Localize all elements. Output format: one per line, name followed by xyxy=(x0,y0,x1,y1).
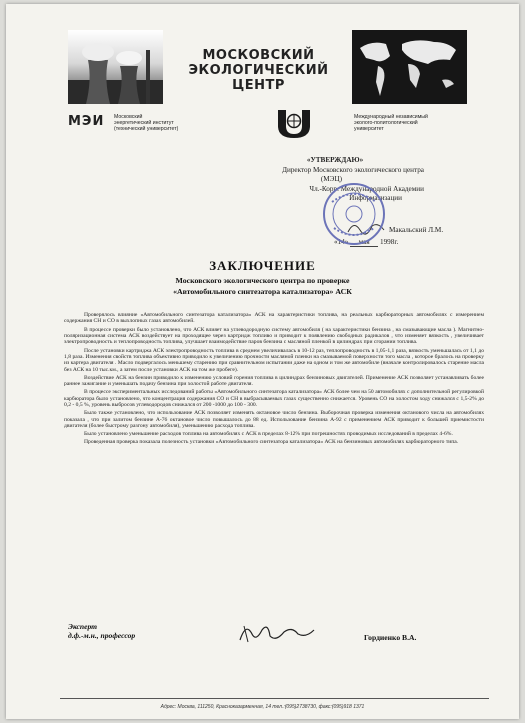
mei-logo: МЭИ xyxy=(68,114,105,129)
approval-line: Чл.-Корр. Международной Академии xyxy=(309,184,424,193)
right-institution-line: эколого-политологический xyxy=(354,120,418,126)
expert-role-line: Эксперт xyxy=(68,622,98,631)
world-map-image xyxy=(352,30,467,104)
body-paragraph: После установки картриджа АСК электропроводность топлива в среднем увеличивалась в 10-12 раз, теплопроводность в 1,05-1,1 раза, вязкость уменьшалась от 1,1 до 1,8 раза. Изменения свойств топлива объективно приводило к увеличению прочности масляной пленки на смазываемой поверхности того масла , которое бралось на проверку из картера двигателя . Масло подвергалось меньшему старению при сравнительном испытании даже на одном и том же автомобиле (вначале контролировалось старение масла без АСК на 10 тыс.км., а затем после установки АСК на том же пробеге). xyxy=(64,347,484,373)
footer-address: Адрес: Москва, 111250, Красноказарменная, 14 тел.:(095)2738730, факс:(095)918 1371 xyxy=(160,704,365,710)
conclusion-subtitle-1: Московского экологического центра по проверке xyxy=(175,276,350,285)
body-paragraph: В процессе проверки было установлено, что АСК влияет на углеводородную систему автомобиля ( на характеристики бензина , на смазывающие масла ). Магнитно-поляризационная система АСК воздействует на проходящее через картридж топливо и приводит к появлению свободных радикалов , что изменяет вязкость , увеличивает электропроводность и теплопроводность топлива, улучшает взаимодействие паров бензина с масляной пленкой в цилиндрах при сгорании топлива. xyxy=(64,326,484,346)
approval-line: Информатизации xyxy=(349,194,402,203)
right-institution xyxy=(354,114,428,132)
date-year: 1998г. xyxy=(379,238,399,246)
official-stamp xyxy=(322,182,386,251)
right-institution-line: Международный независимый xyxy=(354,114,428,120)
conclusion-subtitle-2: «Автомобильного синтезатора катализатора» АСК xyxy=(173,287,352,296)
expert-role xyxy=(68,622,135,640)
center-title xyxy=(171,48,346,93)
body-paragraph: Проверялось влияние «Автомобильного синтезатора катализатора» АСК на характеристики топлива, на реальных карбюраторных автомобилях с измерением содержания СН и СО в выхлопных газах автомобилей. xyxy=(64,312,484,325)
expert-role-line: д.ф.-м.н., профессор xyxy=(68,631,136,640)
body-text xyxy=(64,312,484,448)
body-paragraph: Проведенная проверка показала полезность установки «Автомобильного синтезатора катализатора» АСК на бензиновых автомобилях карбюраторного типа. xyxy=(84,439,459,446)
footer-divider xyxy=(60,698,489,699)
university-emblem-icon xyxy=(276,108,312,143)
date-day: «14» xyxy=(334,238,349,246)
left-institution-line: Московский xyxy=(114,114,143,120)
right-institution-line: университет xyxy=(354,126,384,132)
body-paragraph: Воздействие АСК на бензин приводило к изменению условий горения топлива в цилиндрах бензиновых двигателей. Применение АСК позволяет устанавливать более раннее зажигание и уменьшать подачу бензина при холостой работе двигателя. xyxy=(64,374,484,388)
center-title-line: ЦЕНТР xyxy=(232,78,285,93)
approval-title: «УТВЕРЖДАЮ» xyxy=(306,156,364,164)
left-institution xyxy=(114,114,178,132)
body-paragraph: Было также установлено, что использование АСК позволяет изменять октановое число бензина. Выборочная проверка изменения октанового числа на автомобилях показала , что при залитом бензине А-76 октановое число повышалось до 88 ед. Использование бензина А-92 с применением АСК приводит к большей приемистости двигателя (более быстрому разгону автомобиля), уменьшению расхода топлива. xyxy=(64,410,484,429)
center-title-line: МОСКОВСКИЙ xyxy=(202,48,315,63)
expert-name: Гордиенко В.А. xyxy=(364,633,417,642)
left-institution-line: энергетический институт xyxy=(114,120,174,126)
left-institution-line: (технический университет) xyxy=(114,126,179,132)
body-paragraph: В процессе экспериментальных исследований работы «Автомобильного синтезатора катализатора» АСК более чем на 50 автомобилях с дополнительной регулировкой карбюратора было установлено, что концентрация содержания СО и СН в выбрасываемых газах существенно снижается. Уровень СО на холостом ходу снижался с 1,5-2% до 0,2 - 0,5 %, уровень выбросов углеводородов снижался от 200 -1000 до 100 - 300. xyxy=(64,389,484,409)
expert-signature xyxy=(236,620,316,651)
approval-line: Директор Московского экологического центра xyxy=(282,165,424,174)
approval-line: (МЭЦ) xyxy=(320,175,342,184)
body-paragraph: Было установлено уменьшение расходов топлива на автомобилях с АСК в пределах 8-12% при погрешностях проводимых исследований в пределах 4-6%. xyxy=(84,431,453,438)
conclusion-heading: ЗАКЛЮЧЕНИЕ xyxy=(209,258,316,273)
document-page xyxy=(6,4,519,719)
center-title-line: ЭКОЛОГИЧЕСКИЙ xyxy=(188,63,329,78)
approval-signature-name: Макальский Л.М. xyxy=(389,226,444,234)
date-month: мая xyxy=(350,238,378,247)
power-plant-photo xyxy=(68,30,163,104)
